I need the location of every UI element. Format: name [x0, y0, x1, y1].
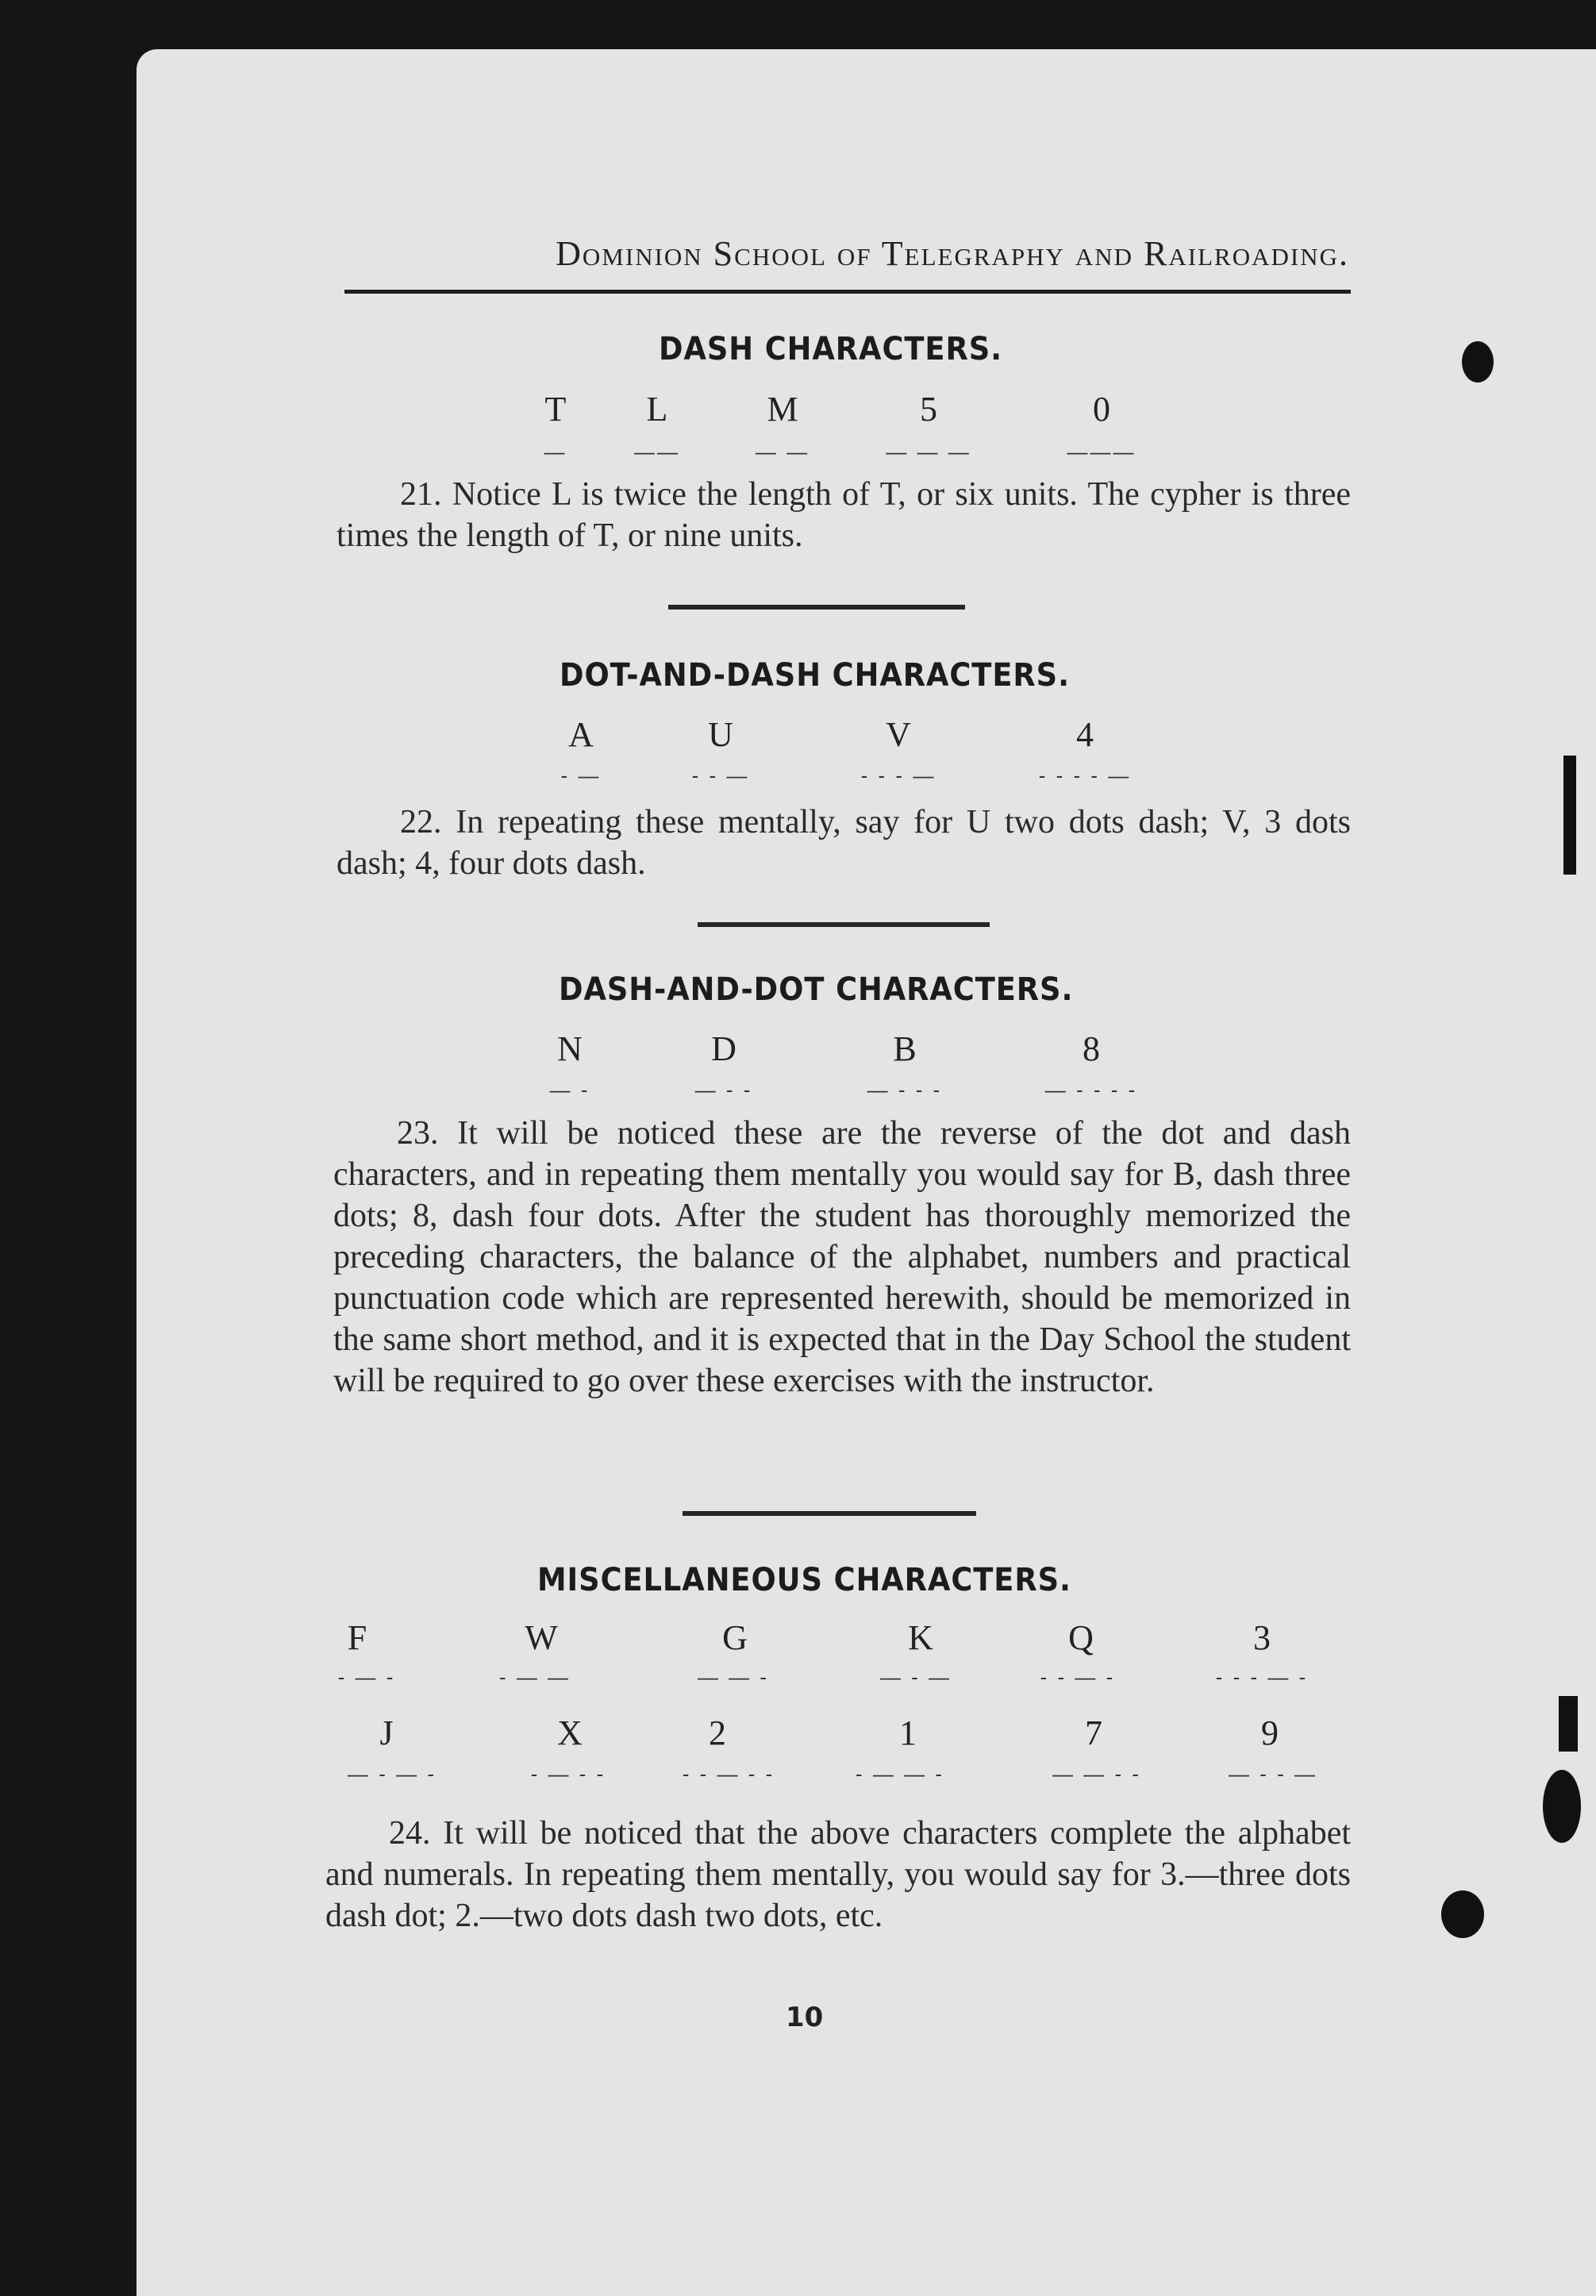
char-code: - — - — [337, 1665, 396, 1689]
running-header: Dominion School of Telegraphy and Railroading. — [556, 234, 1349, 273]
paragraph-number: 21. — [400, 476, 442, 513]
book-page — [137, 49, 1596, 2296]
char-code: — — - - — [1052, 1762, 1141, 1786]
paragraph-number: 22. — [400, 804, 442, 840]
char-code: - - - - — — [1038, 763, 1132, 787]
char-code: - — - - — [530, 1762, 606, 1786]
section-heading-dot-and-dash: DOT-AND-DASH CHARACTERS. — [560, 657, 1070, 694]
char-code: — — — — [886, 440, 971, 463]
binding-mark — [1563, 756, 1576, 875]
char-code: - - - — - — [1215, 1665, 1309, 1689]
char-glyph: 8 — [1083, 1029, 1100, 1068]
section-heading-dash: DASH CHARACTERS. — [659, 331, 1003, 367]
binding-mark — [1559, 1696, 1578, 1752]
char-code: — - — - — [348, 1762, 436, 1786]
char-code: — - — — [879, 1665, 952, 1689]
char-code: - — — — [498, 1665, 571, 1689]
char-code: - - - — — [860, 763, 936, 787]
char-glyph: F — [347, 1618, 367, 1657]
char-code: - - — - - — [682, 1762, 775, 1786]
paragraph-text: It will be noticed that the above characters complete the alphabet and numerals. In repeating them mentally, you would say for 3.—three dots dash dot; 2.—two dots dash two dots, etc. — [325, 1815, 1352, 1934]
char-code: - — — - — [856, 1762, 944, 1786]
paragraph-text: It will be noticed these are the reverse of the dot and dash characters, and in repeating them mentally you would say for B, dash three dots; 8, dash four dots. After the student has thoroughly memorized the preceding characters, the balance of the alphabet, numbers and practical punctuation code which are represented herewith, should be memorized in the same short method, and it is expected that in the Day School the student will be required to go over these exercises with the instructor. — [333, 1115, 1351, 1399]
char-glyph: A — [568, 715, 594, 754]
binding-hole — [1441, 1890, 1484, 1938]
char-glyph: W — [525, 1618, 558, 1657]
char-glyph: M — [767, 390, 798, 429]
char-glyph: B — [893, 1029, 917, 1068]
char-code: — — - — [697, 1665, 770, 1689]
char-code: — - - — [694, 1078, 753, 1102]
header-rule — [344, 290, 1351, 294]
char-glyph: D — [711, 1029, 736, 1068]
char-code: — - - - - — [1044, 1078, 1138, 1102]
char-glyph: 2 — [709, 1713, 726, 1752]
paragraph-number: 23. — [397, 1115, 439, 1152]
paragraph-text: Notice L is twice the length of T, or six units. The cypher is three times the length of T, or nine units. — [337, 476, 1352, 554]
char-glyph: 5 — [920, 390, 937, 429]
char-glyph: T — [544, 390, 567, 429]
char-code: — - - — — [1229, 1762, 1317, 1786]
char-glyph: 4 — [1076, 715, 1094, 754]
char-glyph: U — [708, 715, 733, 754]
char-code: — — — [755, 440, 810, 463]
section-divider — [698, 922, 990, 927]
char-code: — - - - — [867, 1078, 943, 1102]
section-heading-dash-and-dot: DASH-AND-DOT CHARACTERS. — [559, 971, 1074, 1008]
paragraph-22 — [337, 802, 1351, 884]
char-glyph: Q — [1068, 1618, 1094, 1657]
char-code: —— — [634, 440, 680, 463]
paragraph-21 — [337, 474, 1351, 556]
char-glyph: 9 — [1261, 1713, 1279, 1752]
char-code: ——— — [1067, 440, 1136, 463]
section-divider — [668, 605, 965, 610]
char-code: — — [544, 440, 567, 463]
char-glyph: L — [646, 390, 668, 429]
page-number: 10 — [786, 2002, 824, 2033]
char-glyph: 1 — [899, 1713, 917, 1752]
char-code: - - — - — [1040, 1665, 1116, 1689]
char-glyph: 7 — [1085, 1713, 1102, 1752]
char-glyph: G — [722, 1618, 748, 1657]
paragraph-text: In repeating these mentally, say for U two dots dash; V, 3 dots dash; 4, four dots dash. — [337, 804, 1352, 882]
char-glyph: J — [379, 1713, 394, 1752]
paragraph-23 — [333, 1113, 1351, 1402]
char-glyph: 0 — [1093, 390, 1110, 429]
char-code: — - — [549, 1078, 590, 1102]
char-glyph: V — [886, 715, 911, 754]
binding-hole — [1543, 1770, 1581, 1843]
paragraph-number: 24. — [389, 1815, 431, 1852]
char-glyph: K — [908, 1618, 933, 1657]
section-heading-miscellaneous: MISCELLANEOUS CHARACTERS. — [537, 1562, 1071, 1598]
section-divider — [683, 1511, 976, 1516]
binding-hole — [1462, 341, 1494, 383]
char-glyph: N — [557, 1029, 583, 1068]
char-glyph: X — [557, 1713, 583, 1752]
char-glyph: 3 — [1253, 1618, 1271, 1657]
char-code: - - — — [691, 763, 750, 787]
paragraph-24 — [325, 1813, 1351, 1936]
char-code: - — — [560, 763, 602, 787]
